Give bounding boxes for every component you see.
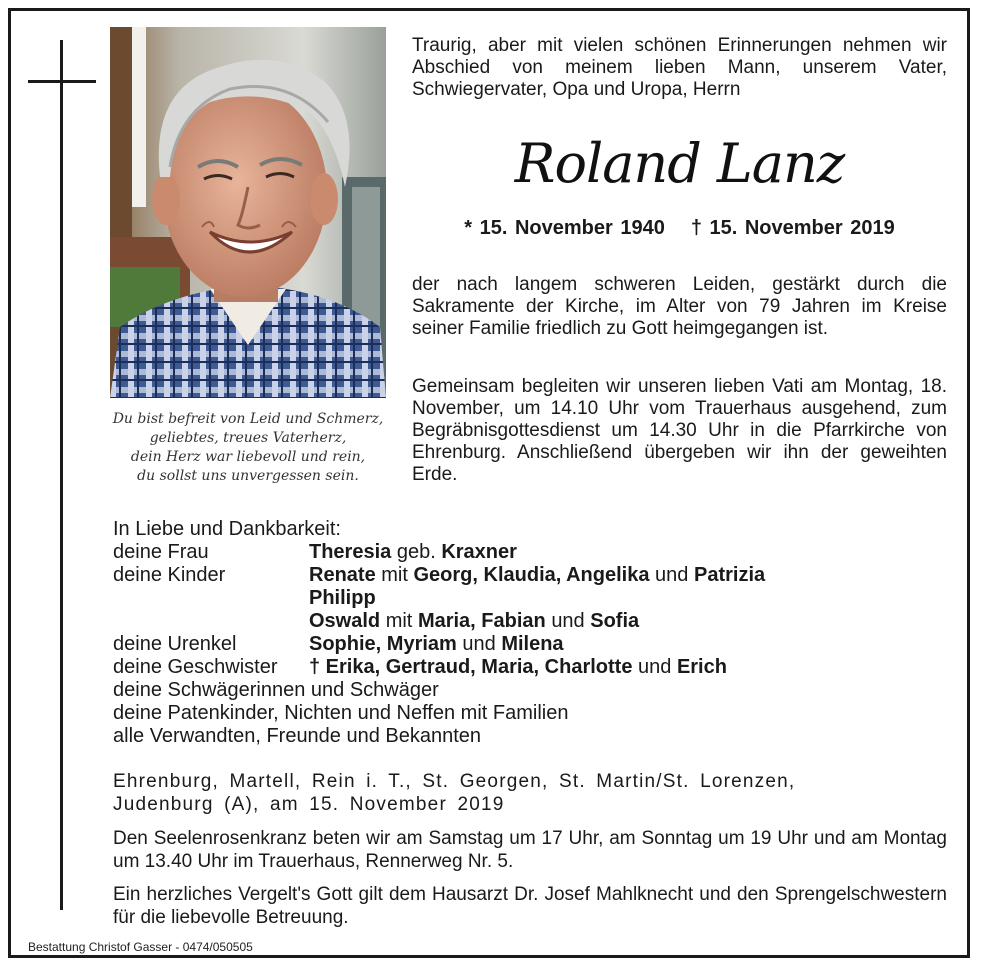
poem-line: Du bist befreit von Leid und Schmerz, <box>112 411 384 427</box>
rosary-notice: Den Seelenrosenkranz beten wir am Samstag um 17 Uhr, am Sonntag um 19 Uhr und am Montag um 13.40 Uhr im Trauerhaus, Rennerweg Nr. 5. <box>113 828 947 872</box>
family-godchildren: deine Patenkinder, Nichten und Neffen mit Familien <box>113 702 569 724</box>
family-name: Patrizia <box>693 564 766 586</box>
portrait-photo <box>110 27 386 398</box>
family-connector: geb. <box>396 541 436 563</box>
family-name: Theresia <box>309 541 392 563</box>
family-name: Maria, Fabian <box>417 610 546 632</box>
family-connector: mit <box>385 610 413 632</box>
family-name: Erich <box>676 656 727 678</box>
funeral-home-footer: Bestattung Christof Gasser - 0474/050505 <box>28 940 253 954</box>
family-connector: und <box>655 564 689 586</box>
family-label: deine Geschwister <box>113 656 278 678</box>
intro-text: Traurig, aber mit vielen schönen Erinnerungen nehmen wir Abschied von meinem lieben Mann, unserem Vater, Schwiegervater, Opa und Uropa, Herrn <box>412 35 947 100</box>
family-heading: In Liebe und Dankbarkeit: <box>113 518 341 540</box>
cross-horizontal <box>28 80 96 83</box>
cross-vertical <box>60 40 63 910</box>
family-label: deine Frau <box>113 541 209 563</box>
thanks-notice: Ein herzliches Vergelt's Gott gilt dem Hausarzt Dr. Josef Mahlknecht und den Sprengelschwestern für die liebevolle Betreuung. <box>113 884 947 928</box>
place-date <box>113 770 943 816</box>
family-connector: und <box>462 633 496 655</box>
family-name: Oswald <box>309 610 381 632</box>
portrait-illustration <box>110 27 386 398</box>
family-name: Sophie, Myriam <box>309 633 457 655</box>
life-dates <box>412 216 947 240</box>
family-name: Georg, Klaudia, Angelika <box>413 564 650 586</box>
family-label: deine Urenkel <box>113 633 237 655</box>
family-relatives: alle Verwandten, Freunde und Bekannten <box>113 725 482 747</box>
passing-paragraph: der nach langem schweren Leiden, gestärkt durch die Sakramente der Kirche, im Alter von 79 Jahren im Kreise seiner Familie friedlich zu Gott heimgegangen ist. <box>412 274 947 339</box>
poem-line: geliebtes, treues Vaterherz, <box>149 430 347 446</box>
poem-line: du sollst uns unvergessen sein. <box>137 468 359 484</box>
memorial-poem <box>100 410 396 486</box>
poem-line: dein Herz war liebevoll und rein, <box>130 449 366 465</box>
place-line: Judenburg (A), am 15. November 2019 <box>113 794 505 815</box>
family-name: Sofia <box>590 610 640 632</box>
family-name: Renate <box>309 564 376 586</box>
family-name: Kraxner <box>441 541 517 563</box>
family-name: Milena <box>501 633 564 655</box>
place-line: Ehrenburg, Martell, Rein i. T., St. Georgen, St. Martin/St. Lorenzen, <box>113 771 796 792</box>
birth-date: * 15. November 1940 <box>464 217 665 239</box>
deceased-name: Roland Lanz <box>514 132 845 195</box>
family-connector: mit <box>381 564 408 586</box>
family-name: † Erika, Gertraud, Maria, Charlotte <box>309 656 633 678</box>
family-inlaws: deine Schwägerinnen und Schwäger <box>113 679 439 701</box>
family-label: deine Kinder <box>113 564 226 586</box>
family-connector: und <box>638 656 672 678</box>
family-connector: und <box>551 610 585 632</box>
family-name: Philipp <box>309 587 376 609</box>
death-date: † 15. November 2019 <box>690 217 895 239</box>
funeral-paragraph: Gemeinsam begleiten wir unseren lieben Vati am Montag, 18. November, um 14.10 Uhr vom Trauerhaus ausgehend, zum Begräbnisgottesdienst um 14.30 Uhr in die Pfarrkirche von Ehrenburg. Anschließend übergeben wir ihn der geweihten Erde. <box>412 376 947 485</box>
